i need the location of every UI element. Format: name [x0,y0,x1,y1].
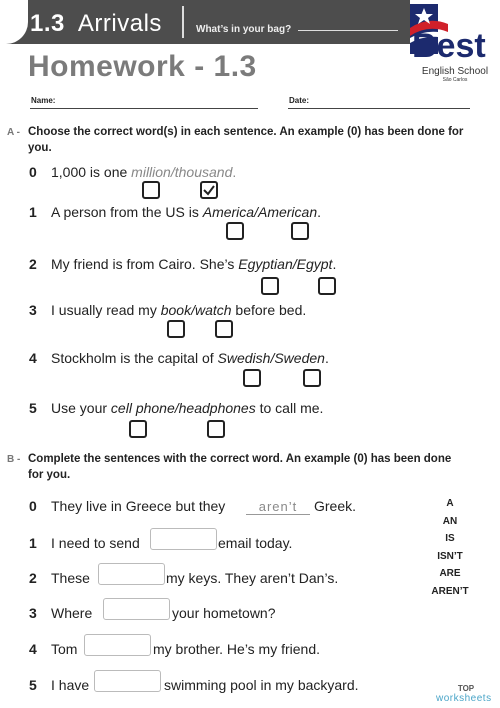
item-number: 0 [29,498,37,514]
checkmark-icon [202,183,216,197]
checkbox-option-1[interactable] [243,369,261,387]
section-b-instruction-line: Complete the sentences with the correct word. An example (0) has been done [28,453,452,465]
checkbox-option-2[interactable] [207,420,225,438]
logo-subtitle: English School [421,66,489,77]
name-label: Name: [31,96,56,105]
sentence-text: I usually read my [51,302,161,318]
sentence-a5 [51,400,323,416]
section-a-letter: A - [7,127,20,138]
option-2: Egypt [296,256,333,272]
section-a-instruction-line: Choose the correct word(s) in each sentence. An example (0) has been done for [28,126,464,138]
checkbox-option-2[interactable] [200,181,218,199]
option-2: Sweden [274,350,325,366]
sentence-text: swimming pool in my backyard. [164,677,359,693]
page-title: Homework - 1.3 [28,50,257,83]
header-subtitle: What’s in your bag? [196,24,292,35]
item-number: 4 [29,350,37,366]
sentence-text: to call me. [255,400,324,416]
word-bank-item: IS [445,533,455,544]
unit-number: 1.3 [30,10,65,37]
answer-input[interactable] [94,670,161,692]
section-a-instruction [28,124,463,156]
checkbox-option-1[interactable] [129,420,147,438]
checkbox-option-2[interactable] [318,277,336,295]
option-1: cell phone [110,400,175,416]
footer-brand-top: TOP [457,684,475,693]
item-number: 3 [29,605,37,621]
sentence-text: They live in Greece but they [51,498,226,514]
sentence-text: Greek. [314,498,357,514]
name-field[interactable] [30,108,258,109]
answer-input[interactable] [98,563,165,585]
sentence-a4 [51,350,329,366]
sentence-text: your hometown? [172,605,276,621]
checkbox-option-1[interactable] [167,320,185,338]
date-label: Date: [289,96,310,105]
word-bank-item: ARE [439,568,461,579]
item-number: 2 [29,570,37,586]
sentence-text: 1,000 is one [51,164,132,180]
section-b-instruction [28,451,451,483]
sentence-text: email today. [218,535,293,551]
section-b-instruction-line: for you. [28,469,71,481]
option-2: American [257,204,318,220]
header-divider [182,6,184,38]
option-1: Swedish [217,350,271,366]
item-number: 0 [29,164,37,180]
unit-heading [30,10,162,38]
item-number: 1 [29,204,37,220]
sentence-text: my brother. He’s my friend. [153,641,321,657]
item-number: 4 [29,641,37,657]
option-slash: / [174,400,179,416]
sentence-text: Stockholm is the capital of [51,350,218,366]
checkbox-option-2[interactable] [215,320,233,338]
option-1: million [131,164,171,180]
answer-input[interactable] [84,634,151,656]
logo-city: São Carlos [442,77,468,83]
sentence-a0 [51,164,236,180]
footer-brand-bottom: worksheets [436,693,492,704]
item-number: 1 [29,535,37,551]
unit-name: Arrivals [77,10,162,37]
checkbox-option-1[interactable] [261,277,279,295]
example-answer: aren’t [246,499,310,515]
sentence-text: I need to send [51,535,140,551]
word-bank-item: A [446,498,454,509]
sentence-a1 [51,204,321,220]
option-slash: / [270,350,275,366]
item-number: 5 [29,400,37,416]
checkbox-option-2[interactable] [303,369,321,387]
word-bank-item: ISN’T [437,550,463,562]
answer-input[interactable] [103,598,170,620]
sentence-text: My friend is from Cairo. She’s [51,256,239,272]
option-slash: / [292,256,297,272]
sentence-b0 [51,498,225,514]
checkbox-option-1[interactable] [226,222,244,240]
option-2: headphones [178,400,256,416]
logo-wordmark: Best [412,27,486,62]
sentence-a3 [51,302,306,318]
option-slash: / [191,302,195,318]
sentence-text: Where [51,605,93,621]
best-logo [408,2,496,62]
word-bank-item: AREN’T [431,585,469,597]
sentence-text: A person from the US is [51,204,203,220]
sentence-text: . [317,204,322,220]
sentence-text: . [324,350,329,366]
sentence-text: Tom [51,641,78,657]
option-slash: / [254,204,258,220]
sentence-text: my keys. They aren’t Dan’s. [166,570,339,586]
checkbox-option-1[interactable] [142,181,160,199]
sentence-a2 [51,256,336,272]
sentence-text: . [332,256,337,272]
option-slash: / [170,164,175,180]
option-1: Egyptian [238,256,293,272]
answer-input[interactable] [150,528,217,550]
item-number: 3 [29,302,37,318]
word-bank [420,498,480,603]
sentence-text: Use your [51,400,111,416]
item-number: 5 [29,677,37,693]
section-a-instruction-line: you. [28,142,52,154]
sentence-text: before bed. [231,302,307,318]
sentence-text: These [51,570,90,586]
word-bank-item: AN [442,515,458,527]
section-b-letter: B - [7,454,21,465]
option-2: watch [194,302,232,318]
option-1: book [160,302,192,318]
header-rule [298,30,398,31]
sentence-text: I have [51,677,90,693]
option-1: America [202,204,255,220]
sentence-text: . [232,164,237,180]
option-2: thousand [174,164,233,180]
date-field[interactable] [288,108,470,109]
item-number: 2 [29,256,37,272]
checkbox-option-2[interactable] [291,222,309,240]
